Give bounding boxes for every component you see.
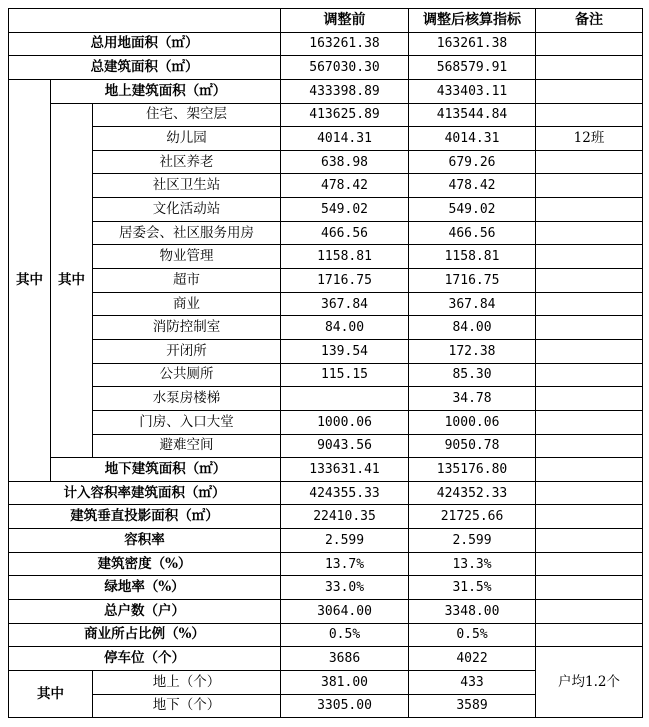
value-after: 367.84	[409, 292, 536, 316]
table-row	[9, 387, 643, 411]
note-cell	[536, 600, 643, 624]
value-after: 433	[409, 670, 536, 694]
table-row	[9, 434, 643, 458]
note-cell	[536, 505, 643, 529]
table-row	[9, 316, 643, 340]
table-row	[9, 505, 643, 529]
row-label: 绿地率（%）	[9, 576, 281, 600]
value-before: 2.599	[281, 529, 409, 553]
note-cell	[536, 198, 643, 222]
value-before: 1716.75	[281, 269, 409, 293]
row-label: 建筑密度（%）	[9, 552, 281, 576]
value-before: 367.84	[281, 292, 409, 316]
value-before: 4014.31	[281, 127, 409, 151]
row-label: 住宅、架空层	[93, 103, 281, 127]
table-row	[9, 292, 643, 316]
note-cell	[536, 363, 643, 387]
note-cell	[536, 79, 643, 103]
note-cell	[536, 387, 643, 411]
table-row	[9, 576, 643, 600]
group-inner-label: 其中	[51, 103, 93, 458]
value-after: 31.5%	[409, 576, 536, 600]
value-before: 433398.89	[281, 79, 409, 103]
note-cell	[536, 292, 643, 316]
table-row	[9, 647, 643, 671]
note-cell	[536, 103, 643, 127]
value-after: 433403.11	[409, 79, 536, 103]
value-before: 163261.38	[281, 32, 409, 56]
value-after: 34.78	[409, 387, 536, 411]
note-cell	[536, 221, 643, 245]
value-before: 139.54	[281, 339, 409, 363]
value-after: 4022	[409, 647, 536, 671]
value-before: 1158.81	[281, 245, 409, 269]
row-label: 停车位（个）	[9, 647, 281, 671]
value-before: 638.98	[281, 150, 409, 174]
value-before: 0.5%	[281, 623, 409, 647]
table-row	[9, 269, 643, 293]
note-cell	[536, 576, 643, 600]
value-before: 567030.30	[281, 56, 409, 80]
value-before: 22410.35	[281, 505, 409, 529]
value-after: 568579.91	[409, 56, 536, 80]
value-before: 33.0%	[281, 576, 409, 600]
value-before: 413625.89	[281, 103, 409, 127]
row-label: 开闭所	[93, 339, 281, 363]
group-outer-label: 其中	[9, 79, 51, 481]
value-before: 115.15	[281, 363, 409, 387]
table-row	[9, 103, 643, 127]
value-after: 85.30	[409, 363, 536, 387]
table-row	[9, 174, 643, 198]
value-after: 135176.80	[409, 458, 536, 482]
row-label: 公共厕所	[93, 363, 281, 387]
note-cell	[536, 481, 643, 505]
value-before: 424355.33	[281, 481, 409, 505]
note-cell	[536, 174, 643, 198]
value-before: 3305.00	[281, 694, 409, 718]
table-row	[9, 529, 643, 553]
table-row	[9, 32, 643, 56]
header-before: 调整前	[281, 9, 409, 33]
note-cell	[536, 56, 643, 80]
table-row	[9, 198, 643, 222]
value-after: 2.599	[409, 529, 536, 553]
value-after: 84.00	[409, 316, 536, 340]
value-after: 413544.84	[409, 103, 536, 127]
note-cell	[536, 458, 643, 482]
value-after: 163261.38	[409, 32, 536, 56]
row-label: 幼儿园	[93, 127, 281, 151]
row-label: 总建筑面积（㎡）	[9, 56, 281, 80]
value-before: 466.56	[281, 221, 409, 245]
note-cell	[536, 410, 643, 434]
header-row	[9, 9, 643, 33]
row-label: 总户数（户）	[9, 600, 281, 624]
note-cell	[536, 316, 643, 340]
table-row	[9, 56, 643, 80]
value-after: 549.02	[409, 198, 536, 222]
table-row	[9, 410, 643, 434]
table-row	[9, 150, 643, 174]
value-before: 84.00	[281, 316, 409, 340]
row-label: 计入容积率建筑面积（㎡）	[9, 481, 281, 505]
value-before	[281, 387, 409, 411]
value-after: 13.3%	[409, 552, 536, 576]
row-label: 地上建筑面积（㎡）	[51, 79, 281, 103]
value-before: 549.02	[281, 198, 409, 222]
row-label: 商业	[93, 292, 281, 316]
value-after: 172.38	[409, 339, 536, 363]
value-before: 3686	[281, 647, 409, 671]
row-label: 超市	[93, 269, 281, 293]
table-row	[9, 127, 643, 151]
value-before: 133631.41	[281, 458, 409, 482]
row-label: 文化活动站	[93, 198, 281, 222]
value-after: 1158.81	[409, 245, 536, 269]
value-after: 0.5%	[409, 623, 536, 647]
table-row	[9, 339, 643, 363]
row-label: 水泵房楼梯	[93, 387, 281, 411]
value-after: 21725.66	[409, 505, 536, 529]
value-after: 4014.31	[409, 127, 536, 151]
row-label: 避难空间	[93, 434, 281, 458]
value-after: 3589	[409, 694, 536, 718]
note-cell	[536, 434, 643, 458]
note-cell	[536, 32, 643, 56]
value-before: 3064.00	[281, 600, 409, 624]
row-label: 地下（个）	[93, 694, 281, 718]
row-label: 容积率	[9, 529, 281, 553]
indicator-table	[8, 8, 643, 718]
table-row	[9, 623, 643, 647]
value-after: 679.26	[409, 150, 536, 174]
header-after: 调整后核算指标	[409, 9, 536, 33]
row-label: 建筑垂直投影面积（㎡）	[9, 505, 281, 529]
note-cell	[536, 150, 643, 174]
value-after: 424352.33	[409, 481, 536, 505]
note-cell	[536, 552, 643, 576]
value-after: 466.56	[409, 221, 536, 245]
note-cell	[536, 245, 643, 269]
row-label: 消防控制室	[93, 316, 281, 340]
note-cell	[536, 339, 643, 363]
table-row	[9, 221, 643, 245]
table-row	[9, 245, 643, 269]
row-label: 地上（个）	[93, 670, 281, 694]
parking-note: 户均1.2个	[536, 647, 643, 718]
row-label: 社区卫生站	[93, 174, 281, 198]
note-cell	[536, 269, 643, 293]
value-before: 13.7%	[281, 552, 409, 576]
note-cell	[536, 529, 643, 553]
value-before: 478.42	[281, 174, 409, 198]
note-cell	[536, 623, 643, 647]
note-cell: 12班	[536, 127, 643, 151]
value-before: 9043.56	[281, 434, 409, 458]
parking-group-label: 其中	[9, 670, 93, 717]
value-before: 1000.06	[281, 410, 409, 434]
table-row	[9, 552, 643, 576]
table-row	[9, 363, 643, 387]
row-label: 居委会、社区服务用房	[93, 221, 281, 245]
header-note: 备注	[536, 9, 643, 33]
table-row	[9, 600, 643, 624]
row-label: 物业管理	[93, 245, 281, 269]
row-label: 社区养老	[93, 150, 281, 174]
value-after: 478.42	[409, 174, 536, 198]
value-after: 3348.00	[409, 600, 536, 624]
row-label: 地下建筑面积（㎡）	[51, 458, 281, 482]
row-label: 商业所占比例（%）	[9, 623, 281, 647]
value-after: 1716.75	[409, 269, 536, 293]
header-blank-cell	[9, 9, 281, 33]
value-after: 1000.06	[409, 410, 536, 434]
row-label: 门房、入口大堂	[93, 410, 281, 434]
row-label: 总用地面积（㎡）	[9, 32, 281, 56]
value-before: 381.00	[281, 670, 409, 694]
table-row	[9, 79, 643, 103]
value-after: 9050.78	[409, 434, 536, 458]
table-row	[9, 481, 643, 505]
table-row	[9, 458, 643, 482]
